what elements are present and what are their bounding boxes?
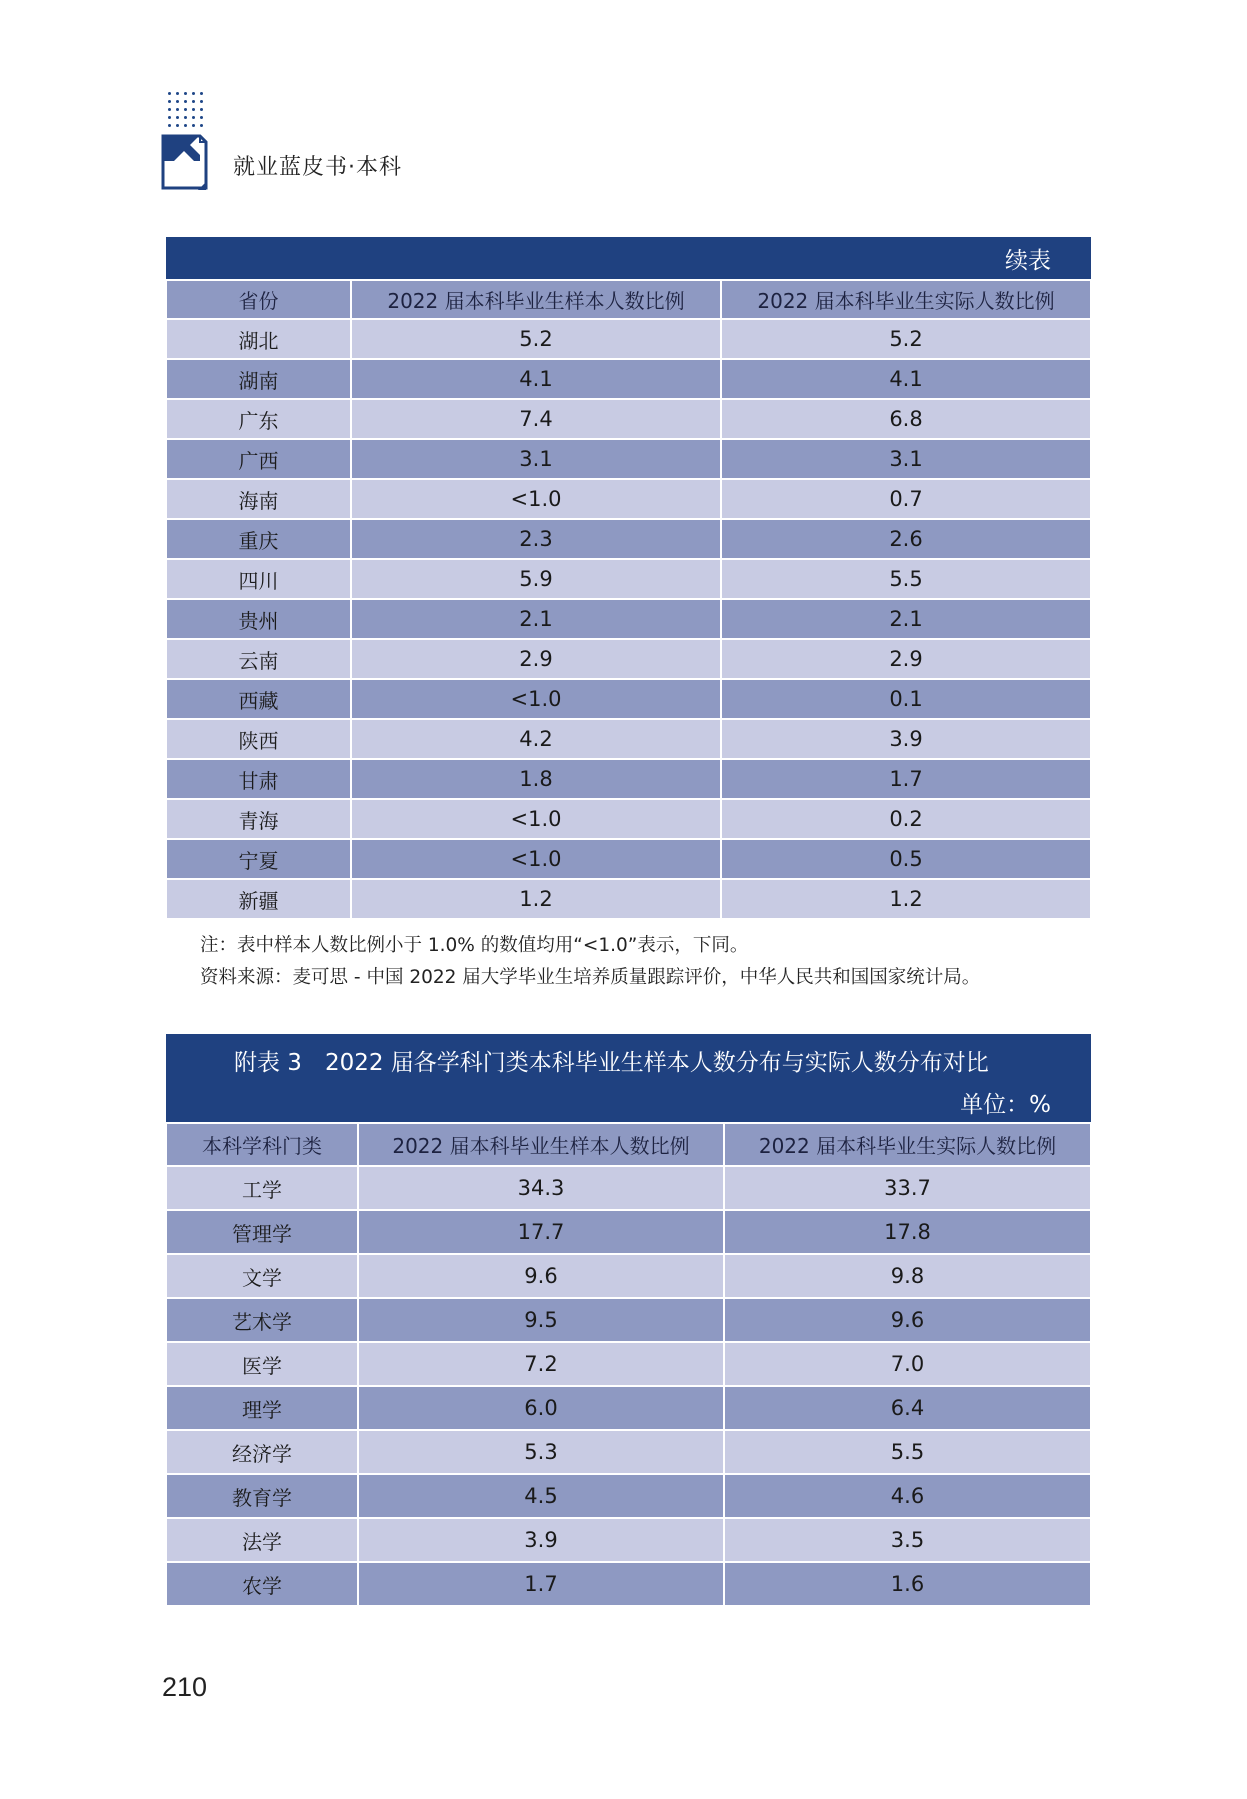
value-cell: 9.5: [358, 1298, 724, 1342]
dot: [184, 124, 187, 127]
value-cell: 2.3: [351, 519, 721, 559]
value-cell: 0.5: [721, 839, 1091, 879]
column-header: 2022 届本科毕业生实际人数比例: [724, 1123, 1091, 1166]
row-label-cell: 理学: [166, 1386, 358, 1430]
row-label-cell: 青海: [166, 799, 351, 839]
dot: [176, 124, 179, 127]
table-row: [166, 359, 1091, 399]
value-cell: 17.8: [724, 1210, 1091, 1254]
discipline-ratio-table: [165, 1034, 1092, 1607]
value-cell: 4.2: [351, 719, 721, 759]
value-cell: 1.6: [724, 1562, 1091, 1606]
dot: [176, 108, 179, 111]
dot: [168, 100, 171, 103]
dot: [168, 108, 171, 111]
row-label-cell: 湖北: [166, 319, 351, 359]
value-cell: 1.2: [721, 879, 1091, 919]
continuation-label: 续表: [166, 237, 1091, 280]
row-label-cell: 广西: [166, 439, 351, 479]
row-label-cell: 教育学: [166, 1474, 358, 1518]
value-cell: 9.8: [724, 1254, 1091, 1298]
value-cell: 2.9: [351, 639, 721, 679]
value-cell: 4.5: [358, 1474, 724, 1518]
value-cell: <1.0: [351, 679, 721, 719]
column-header: 2022 届本科毕业生样本人数比例: [351, 280, 721, 319]
table-row: [166, 559, 1091, 599]
table-notes: [200, 930, 980, 994]
row-label-cell: 工学: [166, 1166, 358, 1210]
table-header-row: [166, 280, 1091, 319]
row-label-cell: 甘肃: [166, 759, 351, 799]
table-row: [166, 399, 1091, 439]
dot: [192, 116, 195, 119]
dot: [192, 100, 195, 103]
table-row: [166, 1386, 1091, 1430]
value-cell: 0.1: [721, 679, 1091, 719]
value-cell: 3.5: [724, 1518, 1091, 1562]
value-cell: 5.3: [358, 1430, 724, 1474]
table-title-row: [166, 1034, 1091, 1082]
table-row: [166, 799, 1091, 839]
row-label-cell: 重庆: [166, 519, 351, 559]
value-cell: 3.1: [721, 439, 1091, 479]
table-row: [166, 719, 1091, 759]
value-cell: 5.5: [721, 559, 1091, 599]
page-number: 210: [162, 1672, 208, 1702]
table-row: [166, 1562, 1091, 1606]
value-cell: 3.1: [351, 439, 721, 479]
value-cell: 0.7: [721, 479, 1091, 519]
running-header: [160, 92, 660, 202]
dot: [192, 124, 195, 127]
value-cell: 6.0: [358, 1386, 724, 1430]
table-row: [166, 639, 1091, 679]
value-cell: 5.2: [721, 319, 1091, 359]
value-cell: 1.7: [358, 1562, 724, 1606]
dot: [176, 92, 179, 95]
table-row: [166, 439, 1091, 479]
dot: [200, 100, 203, 103]
row-label-cell: 海南: [166, 479, 351, 519]
dot-grid-icon: [168, 92, 208, 132]
value-cell: 2.1: [351, 599, 721, 639]
value-cell: 2.1: [721, 599, 1091, 639]
unit-label: 单位：%: [166, 1082, 1091, 1123]
row-label-cell: 农学: [166, 1562, 358, 1606]
table-row: [166, 1166, 1091, 1210]
dot: [184, 92, 187, 95]
table-row: [166, 1298, 1091, 1342]
table-row: [166, 759, 1091, 799]
row-label-cell: 云南: [166, 639, 351, 679]
value-cell: 2.9: [721, 639, 1091, 679]
row-label-cell: 贵州: [166, 599, 351, 639]
row-label-cell: 四川: [166, 559, 351, 599]
value-cell: 9.6: [724, 1298, 1091, 1342]
value-cell: 3.9: [721, 719, 1091, 759]
dot: [176, 100, 179, 103]
column-header: 本科学科门类: [166, 1123, 358, 1166]
table-caption-row: [166, 237, 1091, 280]
value-cell: 7.4: [351, 399, 721, 439]
value-cell: <1.0: [351, 839, 721, 879]
value-cell: 6.8: [721, 399, 1091, 439]
row-label-cell: 艺术学: [166, 1298, 358, 1342]
value-cell: 1.2: [351, 879, 721, 919]
table-row: [166, 319, 1091, 359]
dot: [192, 108, 195, 111]
note-text: 注：表中样本人数比例小于 1.0% 的数值均用“<1.0”表示，下同。: [200, 935, 749, 956]
column-header: 2022 届本科毕业生样本人数比例: [358, 1123, 724, 1166]
dot: [168, 124, 171, 127]
dot: [184, 116, 187, 119]
row-label-cell: 西藏: [166, 679, 351, 719]
dot: [200, 108, 203, 111]
table-row: [166, 1474, 1091, 1518]
source-text: 资料来源：麦可思 - 中国 2022 届大学毕业生培养质量跟踪评价，中华人民共和国国家统计局。: [200, 967, 981, 988]
table-row: [166, 839, 1091, 879]
value-cell: 4.1: [721, 359, 1091, 399]
value-cell: <1.0: [351, 479, 721, 519]
column-header: 2022 届本科毕业生实际人数比例: [721, 280, 1091, 319]
value-cell: <1.0: [351, 799, 721, 839]
value-cell: 4.6: [724, 1474, 1091, 1518]
value-cell: 7.2: [358, 1342, 724, 1386]
row-label-cell: 宁夏: [166, 839, 351, 879]
table-row: [166, 599, 1091, 639]
dot: [200, 92, 203, 95]
table-row: [166, 1518, 1091, 1562]
value-cell: 3.9: [358, 1518, 724, 1562]
value-cell: 4.1: [351, 359, 721, 399]
dot: [192, 92, 195, 95]
row-label-cell: 广东: [166, 399, 351, 439]
dot: [184, 100, 187, 103]
value-cell: 5.5: [724, 1430, 1091, 1474]
table-row: [166, 519, 1091, 559]
table-row: [166, 1342, 1091, 1386]
dot: [168, 116, 171, 119]
table-header-row: [166, 1123, 1091, 1166]
value-cell: 9.6: [358, 1254, 724, 1298]
column-header: 省份: [166, 280, 351, 319]
province-ratio-table: [165, 237, 1092, 920]
row-label-cell: 法学: [166, 1518, 358, 1562]
row-label-cell: 湖南: [166, 359, 351, 399]
table-row: [166, 879, 1091, 919]
table-title: 附表 3 2022 届各学科门类本科毕业生样本人数分布与实际人数分布对比: [166, 1034, 1091, 1082]
dot: [176, 116, 179, 119]
value-cell: 2.6: [721, 519, 1091, 559]
row-label-cell: 医学: [166, 1342, 358, 1386]
table-row: [166, 1430, 1091, 1474]
value-cell: 5.2: [351, 319, 721, 359]
dot: [168, 92, 171, 95]
book-arrow-icon: [160, 134, 210, 192]
value-cell: 1.8: [351, 759, 721, 799]
row-label-cell: 经济学: [166, 1430, 358, 1474]
running-title: 就业蓝皮书·本科: [233, 155, 402, 180]
table-row: [166, 479, 1091, 519]
dot: [184, 108, 187, 111]
table-row: [166, 1210, 1091, 1254]
value-cell: 6.4: [724, 1386, 1091, 1430]
row-label-cell: 文学: [166, 1254, 358, 1298]
value-cell: 17.7: [358, 1210, 724, 1254]
value-cell: 34.3: [358, 1166, 724, 1210]
table-row: [166, 679, 1091, 719]
value-cell: 5.9: [351, 559, 721, 599]
value-cell: 0.2: [721, 799, 1091, 839]
dot: [200, 116, 203, 119]
row-label-cell: 新疆: [166, 879, 351, 919]
row-label-cell: 管理学: [166, 1210, 358, 1254]
dot: [200, 124, 203, 127]
table-row: [166, 1254, 1091, 1298]
value-cell: 7.0: [724, 1342, 1091, 1386]
row-label-cell: 陕西: [166, 719, 351, 759]
value-cell: 33.7: [724, 1166, 1091, 1210]
table-unit-row: [166, 1082, 1091, 1123]
value-cell: 1.7: [721, 759, 1091, 799]
